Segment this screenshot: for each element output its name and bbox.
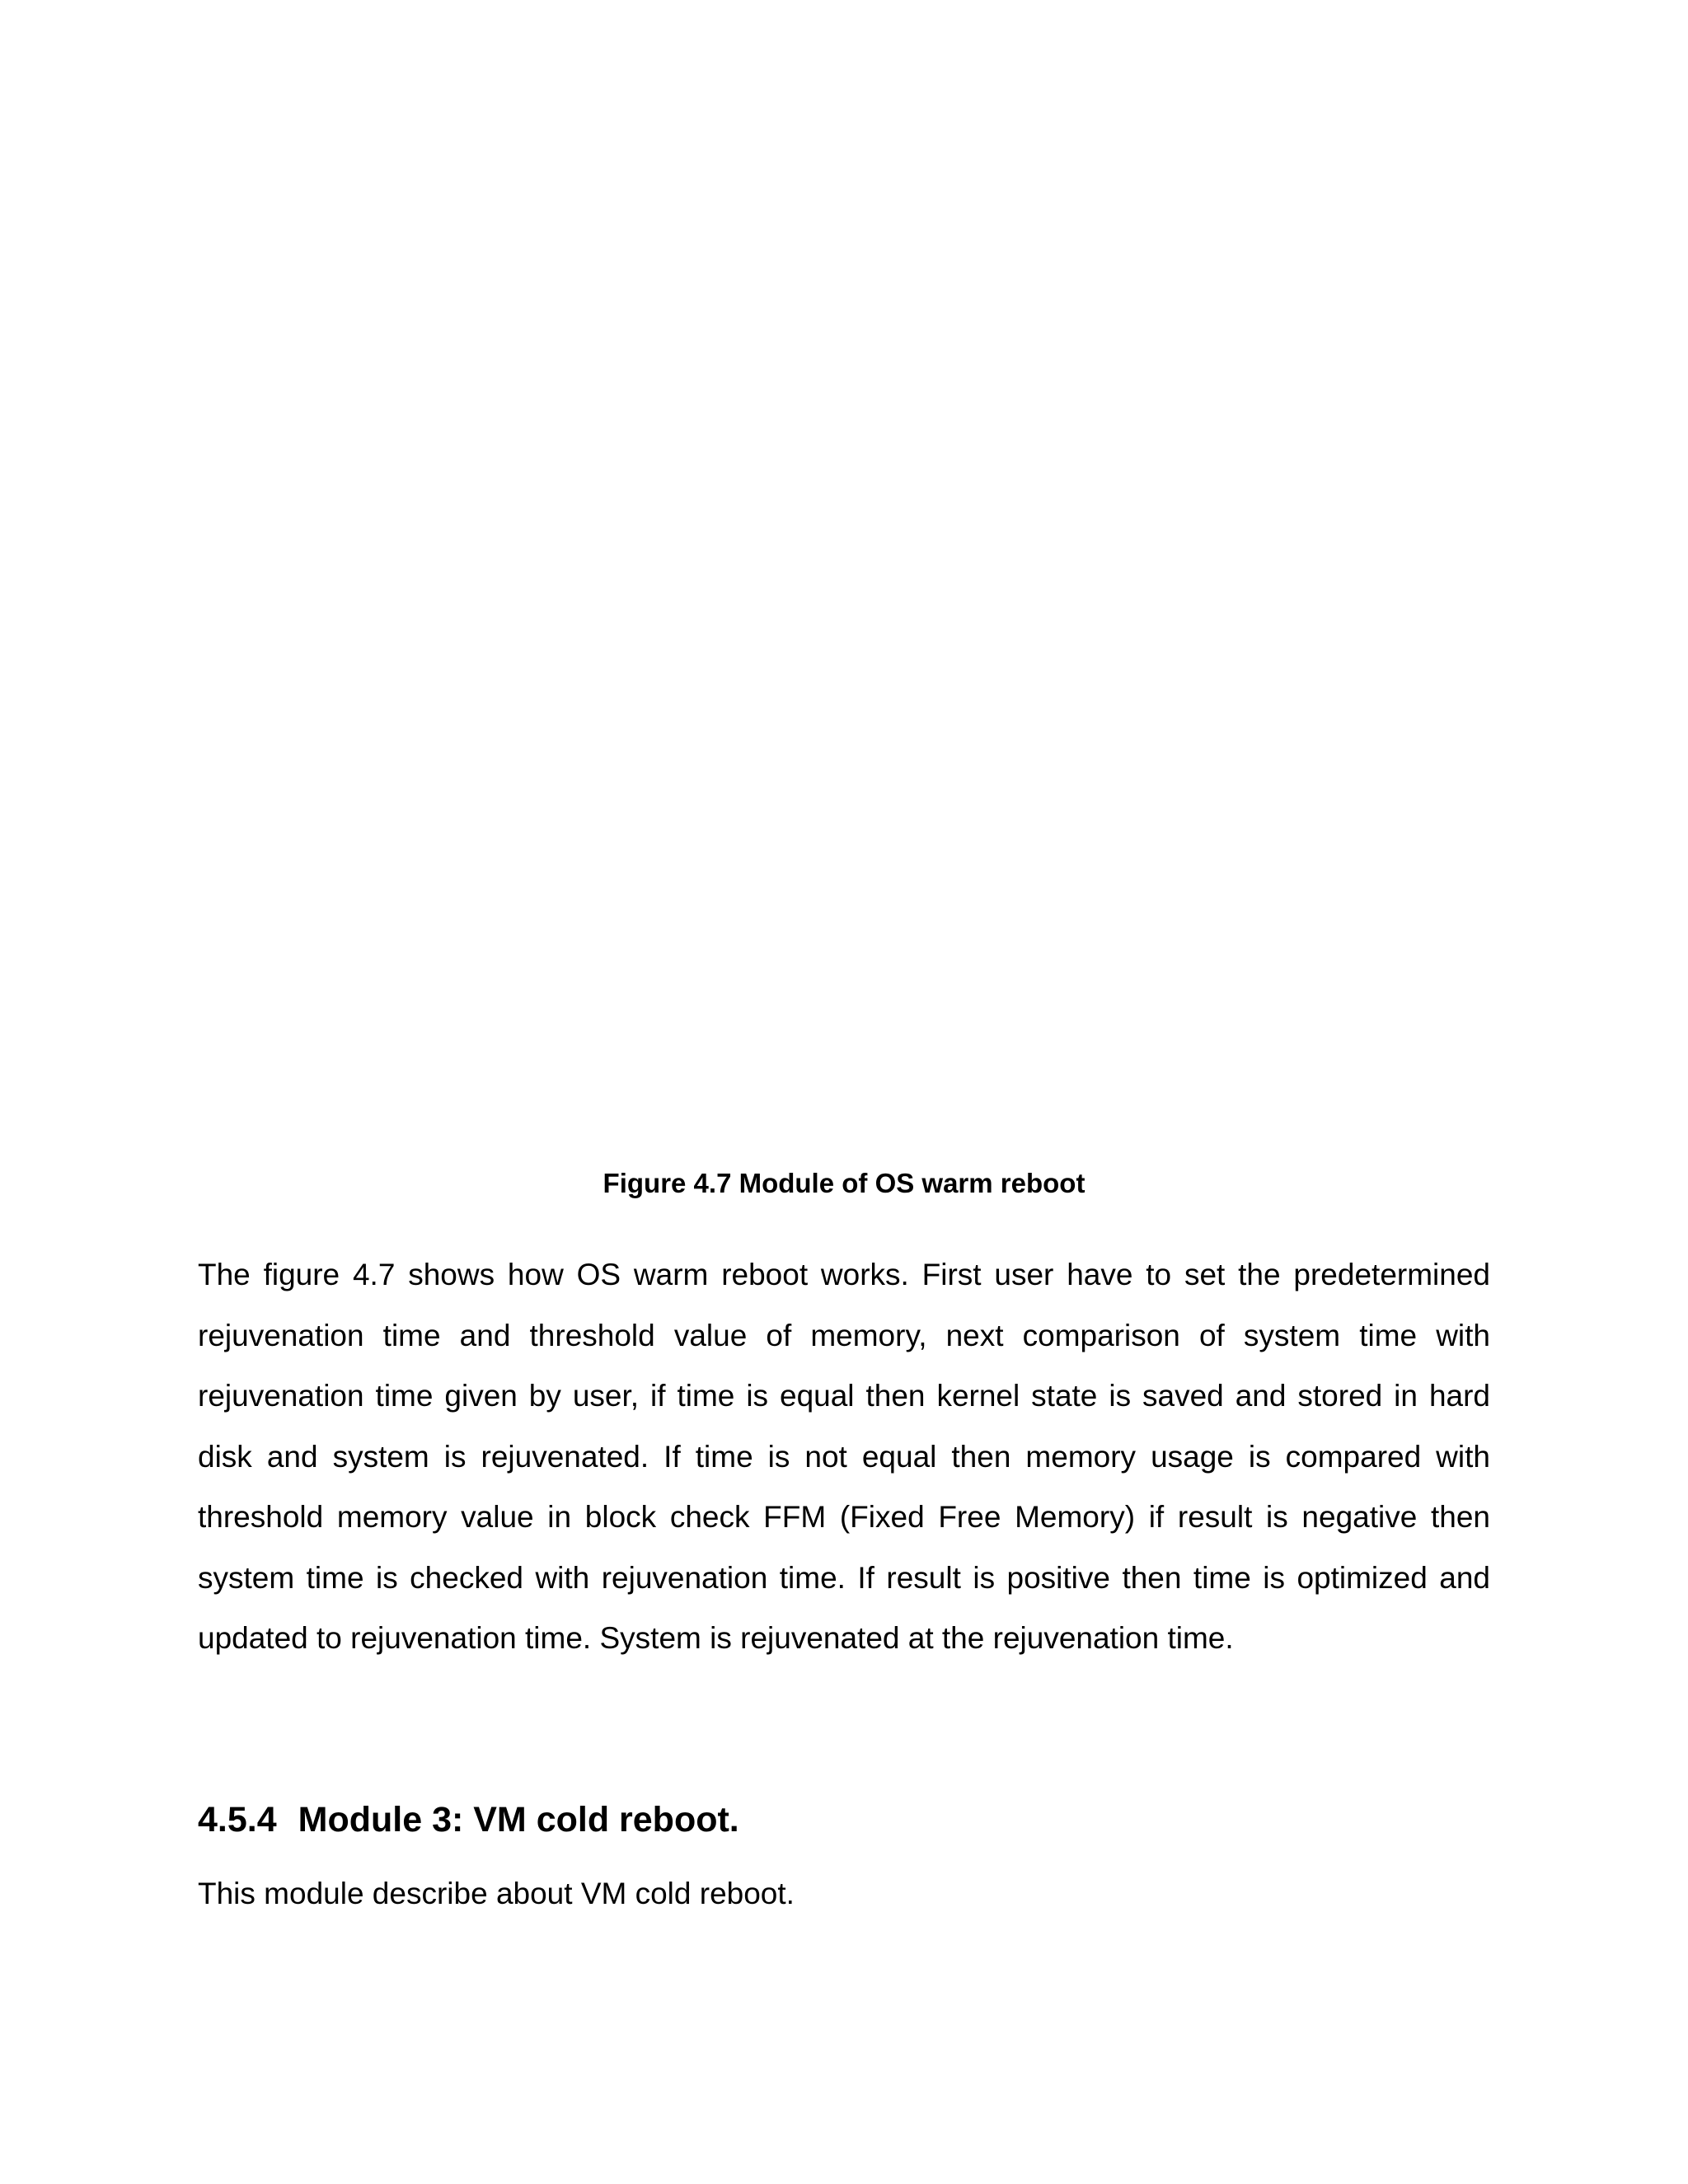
section-number: 4.5.4	[198, 1800, 277, 1840]
section-title: Module 3: VM cold reboot.	[298, 1800, 739, 1840]
section-intro: This module describe about VM cold reboot.	[198, 1877, 795, 1910]
figure-caption: Figure 4.7 Module of OS warm reboot	[603, 1168, 1085, 1198]
section-heading	[198, 1797, 1490, 1843]
body-paragraph: The figure 4.7 shows how OS warm reboot works. First user have to set the predetermined rejuvenation time and threshold value of memory, next comparison of system time with rejuvenation time given by user, if time is equal then kernel state is saved and stored in hard disk and system is rejuvenated. If time is not equal then memory usage is compared with threshold memory value in block check FFM (Fixed Free Memory) if result is negative then system time is checked with rejuvenation time. If result is positive then time is optimized and updated to rejuvenation time. System is rejuvenated at the rejuvenation time.	[198, 1258, 1490, 1655]
figure-area	[198, 49, 1490, 1137]
